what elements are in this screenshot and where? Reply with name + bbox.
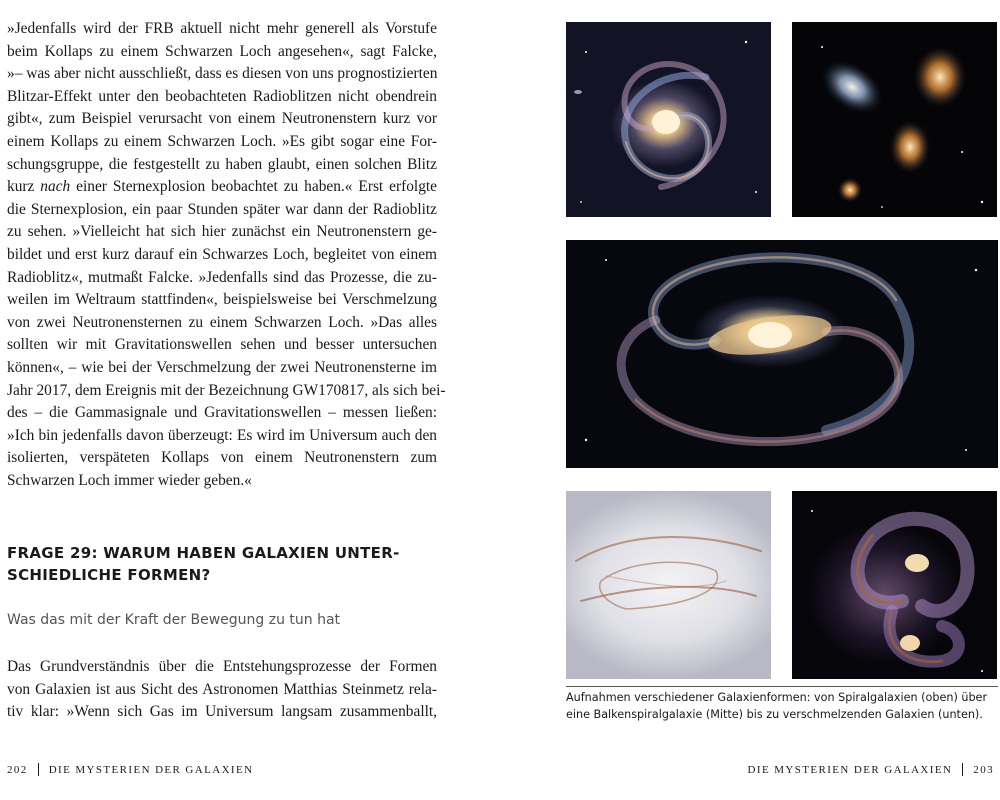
caption-line: eine Balkenspiralgalaxie (Mitte) bis zu verschmelzenden Galaxien (unten). <box>566 708 983 721</box>
text-line: Blitzar-Effekt unter den beobachteten Radioblitzen nicht obendrein <box>7 87 437 105</box>
text-line: von zwei Neutronensternen zu einem Schwarzen Loch. »Das alles <box>7 313 437 331</box>
page-footer-left <box>7 763 253 776</box>
text-line: »– was aber nicht ausschließt, dass es diesen von uns prognostizierten <box>7 65 438 83</box>
merging-galaxies-illustration <box>792 491 997 679</box>
text-line: »Jedenfalls wird der FRB aktuell nicht mehr generell als Vorstufe <box>7 20 437 37</box>
spiral-galaxy-photo <box>566 22 771 217</box>
running-title: DIE MYSTERIEN DER GALAXIEN <box>747 763 953 776</box>
question-heading <box>7 542 437 586</box>
text-line-with-emphasis <box>7 176 437 199</box>
merging-galaxies-photo <box>792 491 997 679</box>
footer-divider <box>38 763 39 776</box>
galaxy-group-photo <box>792 22 997 217</box>
text-line: des – die Gammasignale und Gravitationswellen – messen ließen: <box>7 404 437 422</box>
running-title: DIE MYSTERIEN DER GALAXIEN <box>48 763 254 776</box>
caption-line: Aufnahmen verschiedener Galaxienformen: von Spiralgalaxien (oben) über <box>566 691 988 704</box>
galaxy-group-illustration <box>792 22 997 217</box>
heading-line: SCHIEDLICHE FORMEN? <box>7 566 211 584</box>
body-paragraph-1 <box>7 18 446 492</box>
page-number: 202 <box>7 763 28 776</box>
footer-divider <box>962 763 963 776</box>
text-line: schungsgruppe, die festgestellt zu haben glaubt, einen solchen Blitz <box>7 155 437 173</box>
text-line: können«, – wie bei der Verschmelzung der zwei Neutronensterne im <box>7 358 437 376</box>
emphasis-word: nach <box>40 178 71 196</box>
text-line: Jahr 2017, dem Ereignis mit der Bezeichnung GW170817, als sich bei- <box>7 381 446 399</box>
spiral-galaxy-illustration <box>566 22 771 217</box>
text-line: von Galaxien ist aus Sicht des Astronomen Matthias Steinmetz rela- <box>7 680 437 698</box>
text-line: Schwarzen Loch immer wieder geben.« <box>7 471 252 489</box>
page-number: 203 <box>973 763 994 776</box>
text-fragment: kurz <box>7 178 41 196</box>
text-line: tiv klar: »Wenn sich Gas im Universum langsam zusammenballt, <box>7 703 437 721</box>
barred-spiral-galaxy-photo <box>566 240 998 468</box>
caption-divider <box>566 686 998 687</box>
body-paragraph-2 <box>7 656 437 724</box>
text-line: bildet und erst kurz darauf ein Schwarzes Loch, begleitet von einem <box>7 245 437 263</box>
photo-caption <box>566 689 998 723</box>
text-line: beim Kollaps zu einem Schwarzen Loch angesehen«, sagt Falcke, <box>7 42 437 60</box>
text-line: die Sternexplosion, ein paar Stunden später war dann der Radioblitz <box>7 200 437 218</box>
text-fragment: einer Sternexplosion beobachtet zu haben.« Erst erfolgte <box>70 178 437 196</box>
text-line: weilen im Weltraum stattfinden«, beispielsweise bei Verschmelzung <box>7 291 437 309</box>
text-line: gibt«, zum Beispiel verursacht von einem Neutronenstern kurz vor <box>7 110 437 128</box>
edge-on-galaxy-illustration <box>566 491 771 679</box>
heading-line: FRAGE 29: WARUM HABEN GALAXIEN UNTER- <box>7 544 400 562</box>
barred-spiral-illustration <box>566 240 998 468</box>
text-line: sollten wir mit Gravitationswellen sehen und besser untersuchen <box>7 336 437 354</box>
text-line: isolierten, verspäteten Kollaps von einem Neutronenstern zum <box>7 449 437 467</box>
right-page <box>500 0 1000 800</box>
text-line: zu sehen. »Vielleicht hat sich hier zunächst ein Neutronenstern ge- <box>7 223 437 241</box>
text-line: Radioblitz«, mutmaßt Falcke. »Jedenfalls sind das Prozesse, die zu- <box>7 268 437 286</box>
edge-on-galaxy-photo <box>566 491 771 679</box>
text-line: Das Grundverständnis über die Entstehungsprozesse der Formen <box>7 658 437 675</box>
section-subtitle: Was das mit der Kraft der Bewegung zu tun hat <box>7 612 341 628</box>
text-line: einem Kollaps zu einem Schwarzen Loch. »Es gibt sogar eine For- <box>7 132 437 150</box>
text-line: »Ich bin jedenfalls davon überzeugt: Es wird im Universum auch den <box>7 426 437 444</box>
page-footer-right <box>748 763 994 776</box>
